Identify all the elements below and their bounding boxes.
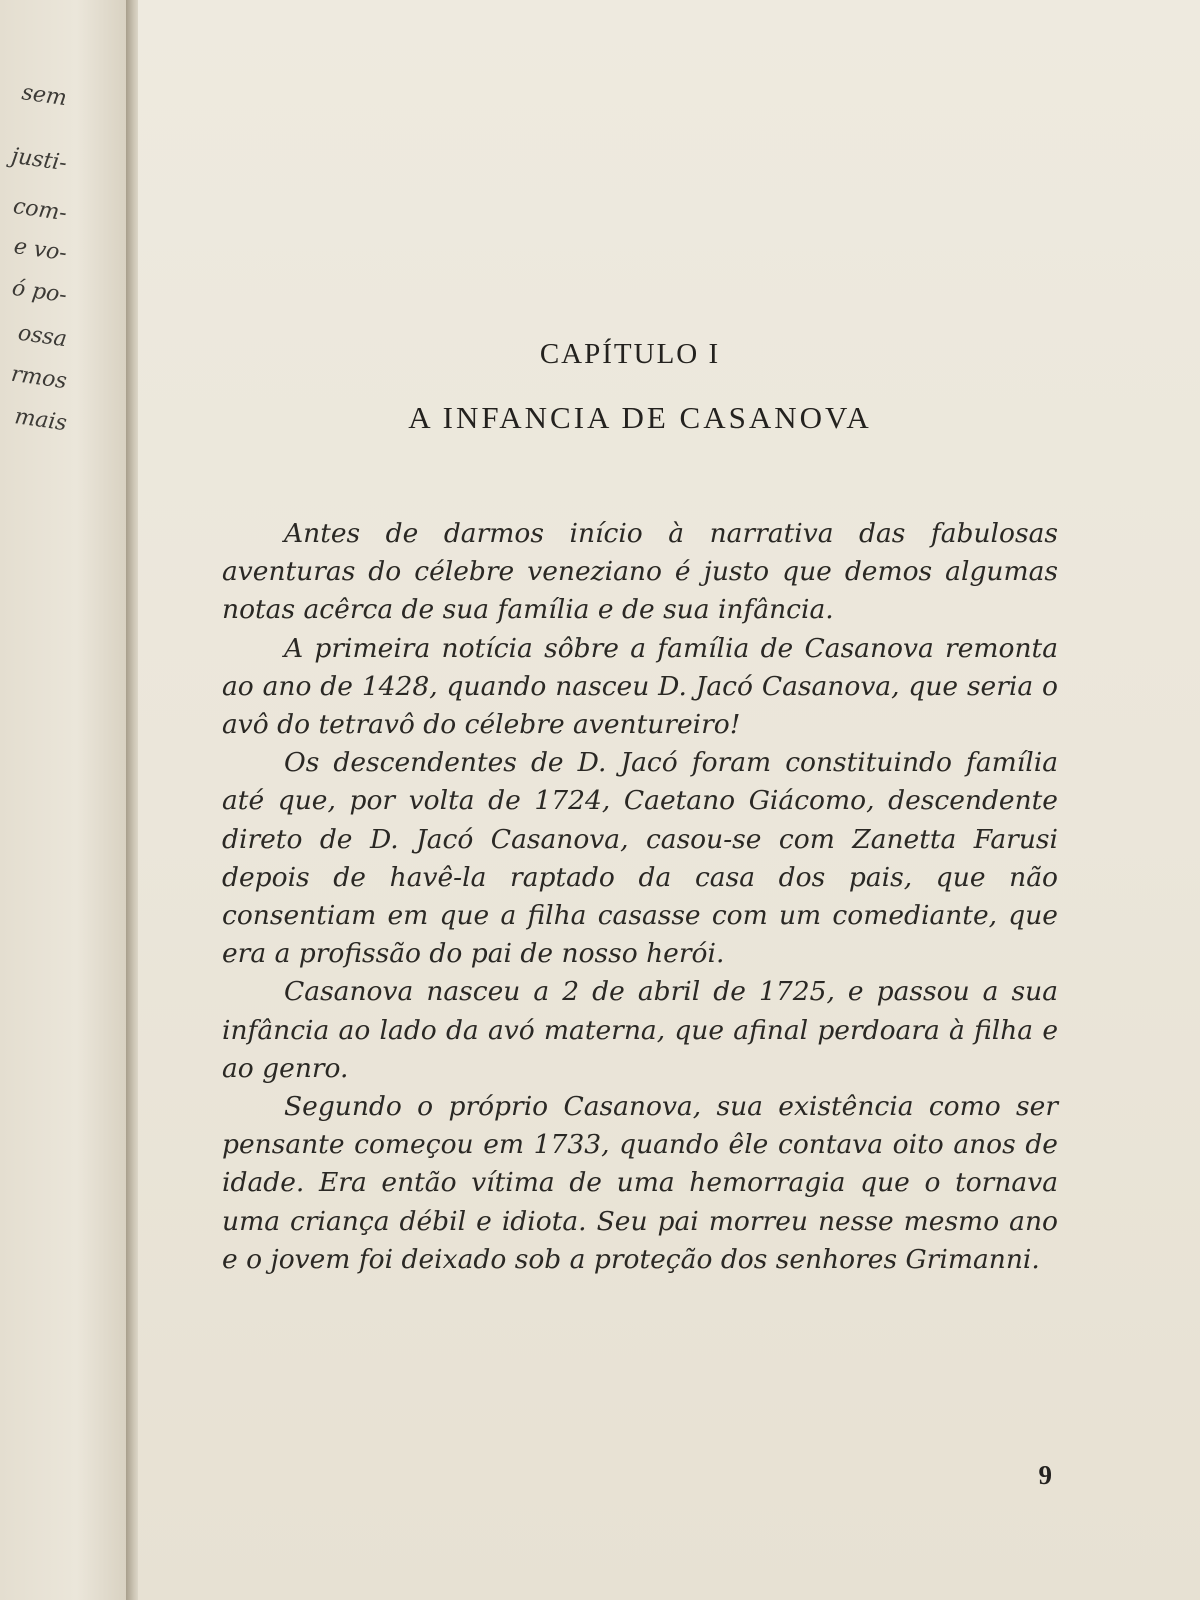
paragraph: Os descendentes de D. Jacó foram constituindo família até que, por volta de 1724, Caetano Giácomo, descendente direto de D. Jacó Casanova, casou-se com Zanetta Farusi depois de havê-la raptado da casa dos pais, que não consentiam em que a filha casasse com um comediante, que era a profissão do pai de nosso herói.: [222, 747, 1058, 970]
page-number: 9: [1038, 1460, 1052, 1490]
body-text: [222, 515, 1058, 1279]
left-page-fragment: ossa: [16, 320, 69, 353]
paragraph: A primeira notícia sôbre a família de Casanova remonta ao ano de 1428, quando nasceu D. Jacó Casanova, que seria o avô do tetravô do célebre aventureiro!: [222, 632, 1058, 741]
left-page-fragment: e vo-: [12, 234, 69, 267]
left-page-fragment: justi-: [9, 143, 69, 177]
chapter-heading: CAPÍTULO I: [539, 338, 721, 370]
paragraph: Casanova nasceu a 2 de abril de 1725, e passou a sua infância ao lado da avó materna, que afinal perdoara à filha e ao genro.: [222, 976, 1058, 1084]
chapter-title: A INFANCIA DE CASANOVA: [408, 400, 872, 435]
paragraph: Segundo o próprio Casanova, sua existência como ser pensante começou em 1733, quando êle contava oito anos de idade. Era então vítima de uma hemorragia que o tornava uma criança débil e idiota. Seu pai morreu nesse mesmo ano e o jovem foi deixado sob a proteção dos senhores Grimanni.: [222, 1091, 1058, 1275]
left-page-fragment: sem: [20, 80, 69, 112]
left-page-fragment: mais: [13, 404, 69, 437]
left-page-fragment: rmos: [9, 361, 69, 395]
left-page: [0, 0, 128, 1600]
left-page-fragment: ó po-: [10, 275, 69, 309]
paragraph: Antes de darmos início à narrativa das fabulosas aventuras do célebre veneziano é justo que demos algumas notas acêrca de sua família e de sua infância.: [222, 518, 1058, 626]
left-page-fragment: com-: [11, 193, 69, 227]
